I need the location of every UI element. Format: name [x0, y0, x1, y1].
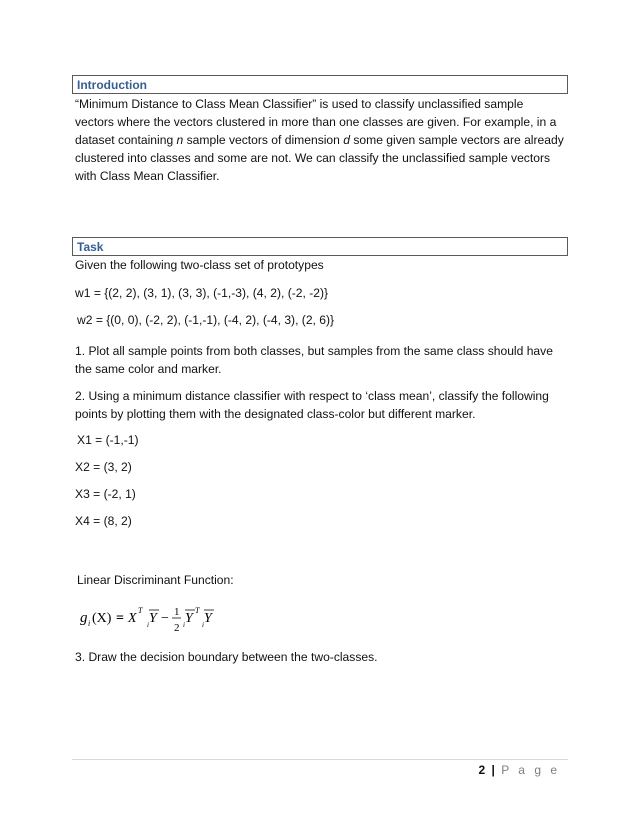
introduction-heading: Introduction: [77, 78, 147, 92]
svg-text:T: T: [195, 606, 200, 615]
svg-text:i: i: [183, 621, 185, 629]
svg-text:Y: Y: [149, 611, 157, 626]
task-item-3: 3. Draw the decision boundary between the two-classes.: [75, 650, 378, 664]
page-number: 2: [478, 763, 486, 777]
linear-discriminant-label: Linear Discriminant Function:: [77, 573, 234, 587]
svg-text:2: 2: [174, 622, 180, 634]
svg-text:i: i: [202, 621, 204, 629]
svg-text:1: 1: [174, 606, 180, 618]
point-x1: X1 = (-1,-1): [77, 433, 139, 447]
page-footer: [478, 763, 560, 777]
class-w1-prototypes: w1 = {(2, 2), (3, 1), (3, 3), (-1,-3), (4, 2), (-2, -2)}: [75, 286, 329, 300]
introduction-paragraph: “Minimum Distance to Class Mean Classifier” is used to classify unclassified sample vectors where the vectors clustered in more than one classes are given. For example, in a dataset containing n sample vectors of dimension d some given sample vectors are already clustered into classes and some are not. We can classify the unclassified sample vectors with Class Mean Classifier.: [75, 97, 564, 183]
footer-separator: |: [491, 763, 495, 777]
svg-text:X: X: [128, 611, 137, 626]
point-x3: X3 = (-2, 1): [75, 487, 136, 501]
task-item-1: 1. Plot all sample points from both classes, but samples from the same class should have the same color and marker.: [75, 344, 553, 376]
task-heading-box: [72, 237, 568, 256]
footer-divider: [72, 759, 568, 760]
svg-text:T: T: [138, 606, 143, 615]
svg-text:=: =: [116, 611, 124, 626]
point-x4: X4 = (8, 2): [75, 514, 132, 528]
svg-text:i: i: [147, 621, 149, 629]
svg-text:i: i: [88, 619, 91, 628]
svg-text:Y: Y: [185, 611, 193, 626]
task-item-2: 2. Using a minimum distance classifier with respect to ‘class mean’, classify the following points by plotting them with the designated class-color but different marker.: [75, 389, 549, 421]
page-label: P a g e: [501, 763, 560, 777]
point-x2: X2 = (3, 2): [75, 460, 132, 474]
task-given-text: Given the following two-class set of prototypes: [75, 258, 324, 272]
svg-text:Y: Y: [204, 611, 212, 626]
svg-text:g: g: [80, 610, 88, 626]
class-w2-prototypes: w2 = {(0, 0), (-2, 2), (-1,-1), (-4, 2), (-4, 3), (2, 6)}: [77, 313, 335, 327]
svg-text:−: −: [161, 611, 169, 626]
svg-text:(X): (X): [92, 611, 112, 626]
introduction-heading-box: [72, 75, 568, 94]
discriminant-formula: [80, 600, 220, 640]
task-heading: Task: [77, 240, 104, 254]
